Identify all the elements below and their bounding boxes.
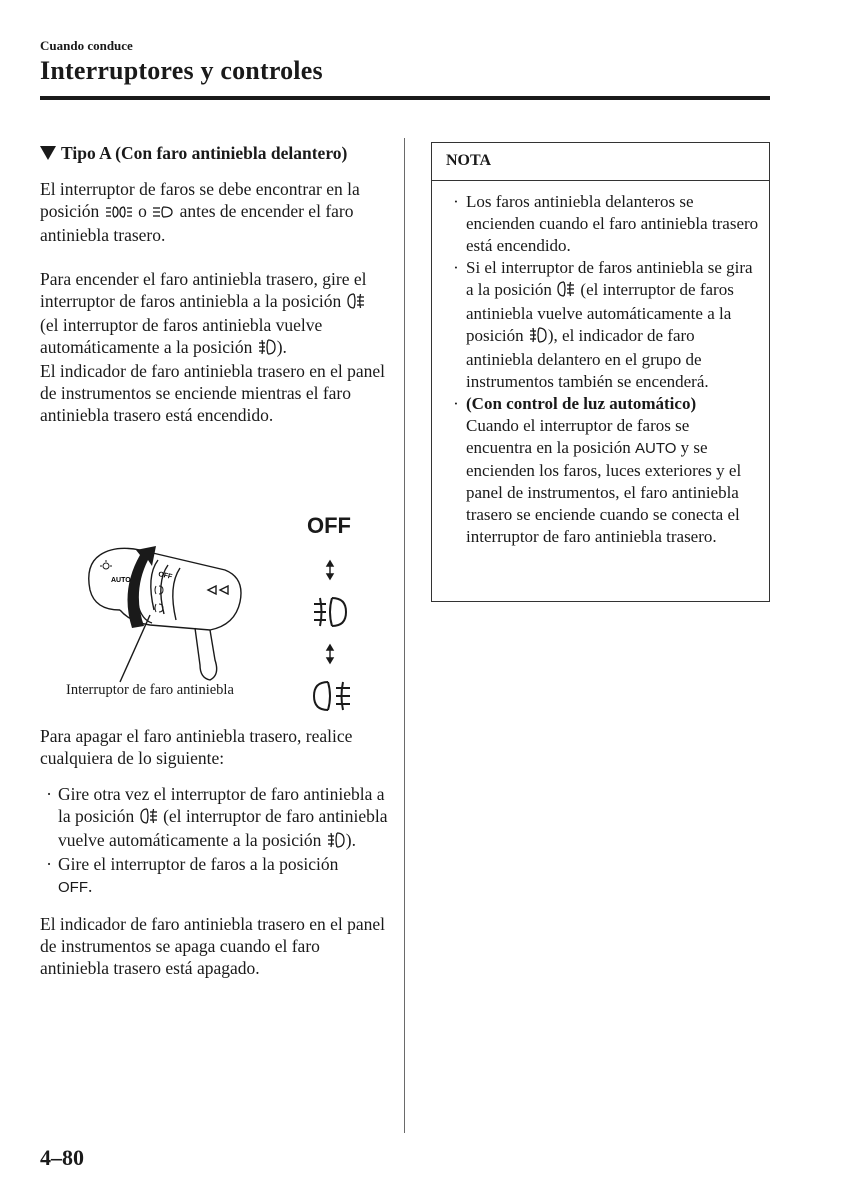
front-fog-icon [529,327,547,349]
rear-fog-icon [347,292,365,314]
paragraph-5: El indicador de faro antiniebla trasero en el panel de instrumentos se apaga cuando el faro antiniebla trasero está apagado. [40,914,385,978]
parking-lamp-icon [105,202,133,224]
front-fog-large-icon [314,598,346,626]
column-divider [404,138,405,1133]
nota-item-2: · Si el interruptor de faros antiniebla se gira a la posición (el interruptor de faros antiniebla vuelve automáticamente a la posición ), el indicador de faro antiniebla delantero en el grupo de instrumentos también se encenderá. [453,258,753,391]
bullet-item-1: · Gire otra vez el interruptor de faro antiniebla a la posición (el interruptor de faro antiniebla vuelve automáticamente a la posición ). [40,783,390,853]
paragraph-1: El interruptor de faros se debe encontrar en la posición o antes de encender el faro antiniebla trasero. [40,179,360,245]
bullet-item-2: · Gire el interruptor de faros a la posición OFF. [46,854,339,896]
nota-box [431,142,770,602]
figure-caption: Interruptor de faro antiniebla [66,682,234,698]
nota-item-1: · Los faros antiniebla delanteros se encienden cuando el faro antiniebla trasero está encendido. [453,192,759,255]
section-label: Cuando conduce [40,38,133,53]
rear-fog-icon [140,807,158,829]
stalk-off-label: OFF [157,571,173,581]
left-column-lower [40,725,390,979]
rear-fog-icon [557,281,575,303]
rear-fog-large-icon [314,682,350,710]
nota-title: NOTA [432,143,769,181]
title-rule [40,96,770,100]
subsection-heading-text: Tipo A (Con faro antiniebla delantero) [61,143,348,163]
off-label: OFF [307,513,351,538]
subsection-heading [40,142,385,164]
stalk-auto-label: AUTO [111,577,131,584]
paragraph-3: El indicador de faro antiniebla trasero en el panel de instrumentos se enciende mientras el faro antiniebla trasero está encendido. [40,361,385,425]
paragraph-4: Para apagar el faro antiniebla trasero, realice cualquiera de lo siguiente: [40,726,353,768]
page-title: Interruptores y controles [40,56,323,85]
triangle-icon [40,146,56,160]
page-number: 4–80 [40,1145,84,1170]
nota-body [432,181,769,548]
nota-item-3: · (Con control de luz automático) Cuando el interruptor de faros se encuentra en la posición AUTO y se encienden los faros, luces exteriores y el panel de instrumentos, el faro antiniebla trasero se enciende cuando se conecta el interruptor de faro antiniebla trasero. [453,394,742,546]
low-beam-icon [152,202,174,224]
off-position-label: OFF [58,879,88,896]
front-fog-icon [327,831,345,853]
front-fog-icon [258,338,276,360]
auto-position-label: AUTO [635,440,677,457]
paragraph-2: Para encender el faro antiniebla trasero, gire el interruptor de faros antiniebla a la posición (el interruptor de faros antiniebla vuelve automáticamente a la posición ). [40,268,385,360]
left-column [40,142,385,426]
